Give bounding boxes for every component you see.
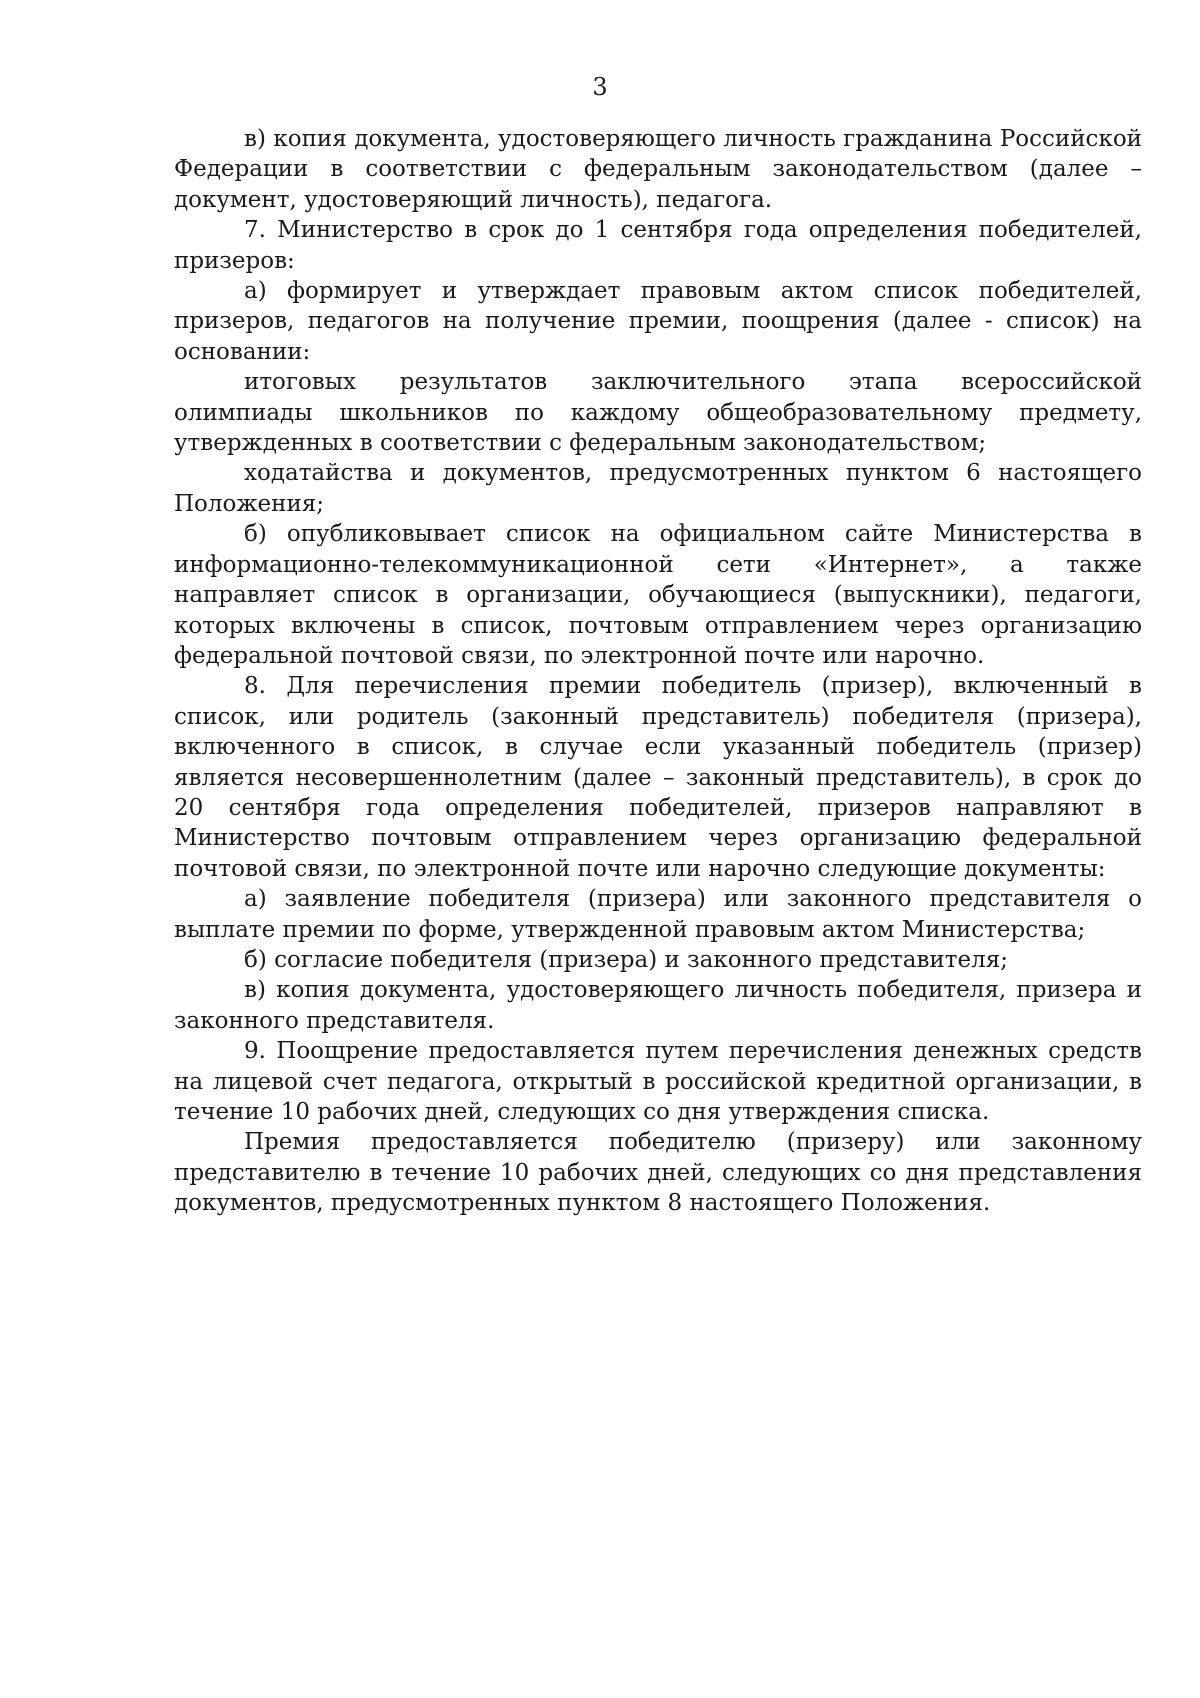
paragraph-7a-results: итоговых результатов заключительного этапа всероссийской олимпиады школьников по каждому общеобразовательному предмету, утвержденных в соответствии с федеральным законодательством; <box>174 369 1142 457</box>
paragraph-8v: в) копия документа, удостоверяющего личность победителя, призера и законного представителя. <box>174 977 1142 1034</box>
paragraph-7: 7. Министерство в срок до 1 сентября года определения победителей, призеров: <box>174 217 1142 274</box>
page-number: 3 <box>592 73 608 101</box>
paragraph-7a-petition: ходатайства и документов, предусмотренных пунктом 6 настоящего Положения; <box>174 460 1142 517</box>
paragraph-8a: а) заявление победителя (призера) или законного представителя о выплате премии по форме, утвержденной правовым актом Министерства; <box>174 886 1142 943</box>
paragraph-9-premium: Премия предоставляется победителю (призеру) или законному представителю в течение 10 рабочих дней, следующих со дня представления документов, предусмотренных пунктом 8 настоящего Положения. <box>174 1129 1142 1217</box>
paragraph-8: 8. Для перечисления премии победитель (призер), включенный в список, или родитель (законный представитель) победителя (призера), включенного в список, в случае если указанный победитель (призер) является несовершеннолетним (далее – законный представитель), в срок до 20 сентября года определения победителей, призеров направляют в Министерство почтовым отправлением через организацию федеральной почтовой связи, по электронной почте или нарочно следующие документы: <box>174 673 1142 882</box>
paragraph-7a: а) формирует и утверждает правовым актом список победителей, призеров, педагогов на получение премии, поощрения (далее - список) на основании: <box>174 278 1142 365</box>
paragraph-6v: в) копия документа, удостоверяющего личность гражданина Российской Федерации в соответствии с федеральным законодательством (далее – документ, удостоверяющий личность), педагога. <box>174 126 1142 213</box>
paragraph-8b: б) согласие победителя (призера) и законного представителя; <box>244 946 1008 973</box>
paragraph-7b: б) опубликовывает список на официальном сайте Министерства в информационно-телекоммуникационной сети «Интернет», а также направляет список в организации, обучающиеся (выпускники), педагоги, которых включены в список, почтовым отправлением через организацию федеральной почтовой связи, по электронной почте или нарочно. <box>174 521 1142 669</box>
document-body <box>174 124 1142 1219</box>
paragraph-9: 9. Поощрение предоставляется путем перечисления денежных средств на лицевой счет педагога, открытый в российской кредитной организации, в течение 10 рабочих дней, следующих со дня утверждения списка. <box>174 1038 1142 1125</box>
